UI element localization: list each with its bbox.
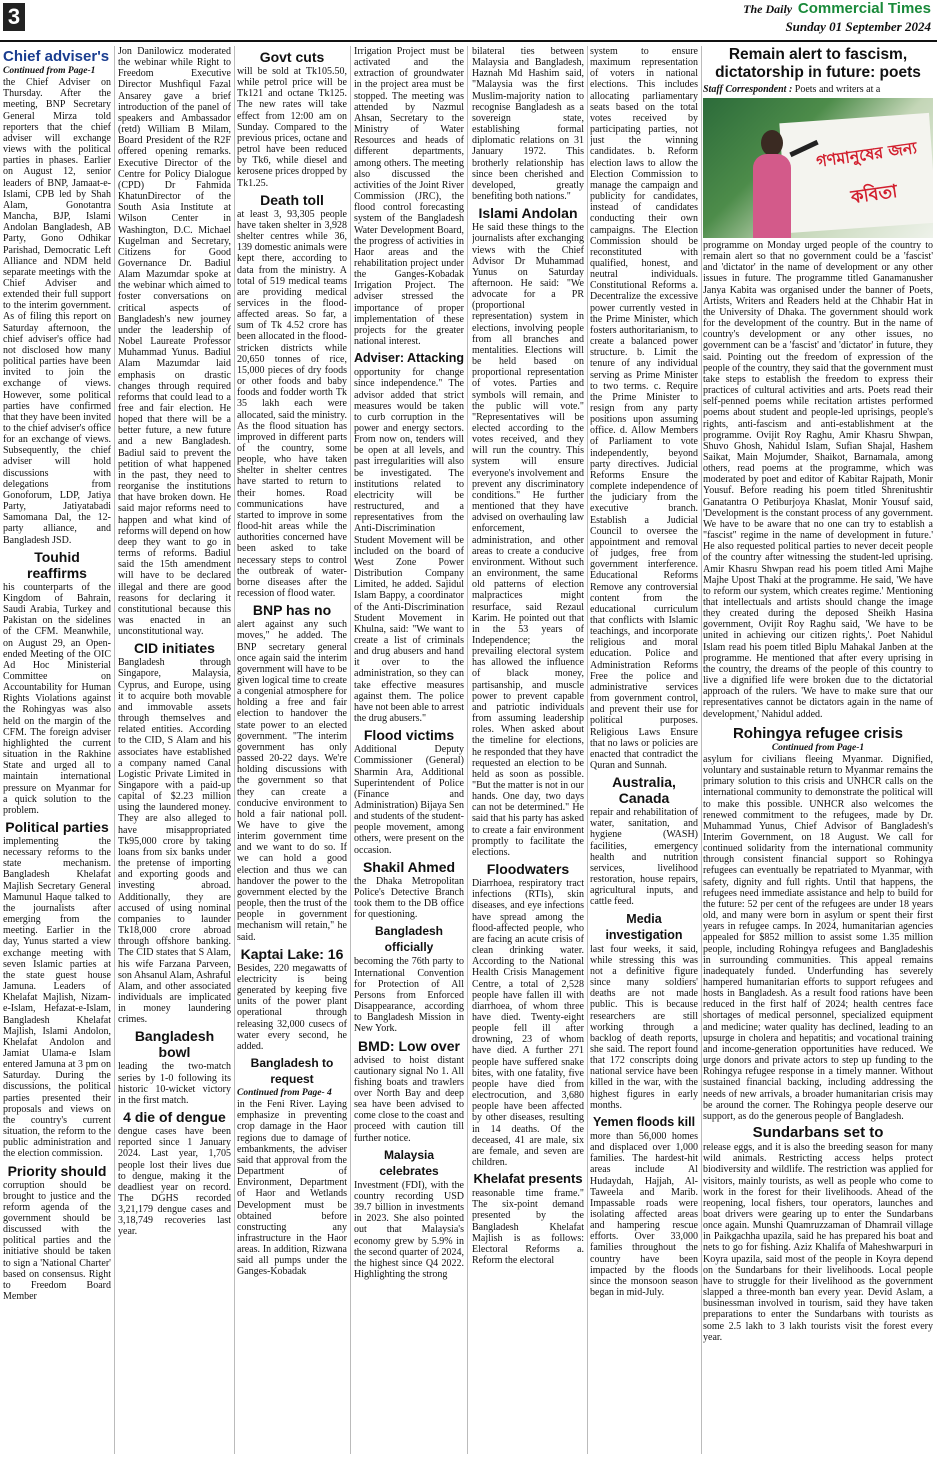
column-divider	[114, 46, 115, 1454]
headline-priority-should: Priority should	[7, 1162, 107, 1179]
column-divider	[350, 46, 351, 1454]
headline-bangladesh-officially: Bangladesh officially	[374, 924, 443, 955]
headline-rohingya-refugee-crisis: Rohingya refugee crisis	[732, 724, 904, 742]
headline-malaysia-celebrates: Malaysia celebrates	[379, 1147, 439, 1178]
headline-floodwaters: Floodwaters	[486, 861, 570, 878]
right-column	[703, 46, 933, 1454]
headline-flood-victims: Flood victims	[363, 727, 455, 744]
article-text: becoming the 76th party to International Convention for Protection of All Persons from Enforced Disappearance, according to Bangladesh Mission in New York.	[354, 956, 464, 1035]
headline-sundarbans: Sundarbans set to	[752, 1124, 884, 1142]
headline-touhid-reaffirms: Touhid reaffirms	[27, 548, 87, 581]
banner-text: কবিতা	[849, 180, 899, 209]
article-text: Besides, 220 megawatts of electricity is being generated by keeping five units of the power plant operational through releasing 32,000 cusecs of water every second, he added.	[237, 962, 347, 1052]
continued-note: Continued from Page-1	[771, 742, 865, 753]
article-text: Investment (FDI), with the country recording USD 39.7 billion in investments in 2023. She also pointed out that Malaysia's economy grew by 5.9% in the second quarter of 2024, the highest since Q4 2022. Highlighting the strong	[354, 1179, 464, 1280]
article-text: Bangladesh through Singapore, Malaysia, Cyprus, and Europe, using it to acquire both movable and immovable assets through themselves and related entities. According to the CID, S Alam and his associates have established a company named Canal Logistic Private Limited in Singapore with a paid-up capital of $2.23 million using the laundered money. They are also alleged to have misappropriated Tk95,000 crore by taking loans from six banks under the pretense of importing and exporting goods and investing abroad. Additionally, they are accused of using nominal companies to launder Tk18,000 crore abroad through offshore banking. The CID states that S Alam, his wife Farzana Parveen, son Ahsanul Alam, Ashraful Alam, and other associated individuals are implicated in money laundering crimes.	[118, 657, 231, 1026]
column-6	[590, 46, 698, 1454]
article-text: programme on Monday urged people of the country to remain alert so that no government could be a 'fascist' and 'dictator' in the name of development or any other issues in future. The programme titled Ganamanusher Janya Kabita was organised under the banner of Poets, Artists, Writers and Readers held at the Chhabir Hat in the University of Dhaka. The government should work for the development of the country. But in the name of country's development or any other issues, no government can be a 'fascist' and 'dictator' in future, they said. Pointing out the freedom of expression of the people of the country, they said that the government must take steps to establish the freedom to express their practices of cultural activities and arts. Poets read their self-penned poems while recitation artistes performed poems about student and people-led uprisings, people's rights, anti-fascism and anti-establishment at the programme. Ovijit Roy Raghu, Amir Khasru Shwpan, Shuvo Ghosh, Nahidul Islam, Sufian Shajal, Hashem Saikat, Main Mojumder, Shaikot, Barnamala, among others, read poems at the programme, which was moderated by poet and editor of Kabitar Rajpath, Monir Yousuf. Before reading his poem titled Shrenitushtir Ganatantra O Petiburjoya Khaslat, Monir Yousuf said, 'Development is the constant process of any government. We have to be aware that no one can try to establish a "fascist" regime in the name of development in future.' He also requested political parties to never deceit people of the country after witnessing the student-led uprising. Amir Khasru Shwpan read his poem titled Ami Majhe Majhe Upost Thaki at the programme. He said, 'We have to reform our system, which creates regime.' Mentioning that intellectuals and artists should change the image they created during the deposed Sheikh Hasina government, Ovijit Roy Raghu said, 'We have to be united in achieving our citizen rights,'. Poet Nahidul Islam read his poem titled Biplu Mahakal Janben at the programme. He mentioned that after every uprising in the country, the dreams of the people of this country to live a dignified life were broken due to the dictatorial approach of the rulers. 'We have to make sure that our representatives cannot be dictators again in the name of development,' Nahidul added.	[703, 240, 933, 720]
article-lead: Poets and writers at a	[794, 84, 881, 95]
byline: Staff Correspondent :	[703, 84, 793, 95]
headline-chief-advisers: Chief adviser's	[3, 48, 110, 65]
article-text: will be sold at Tk105.50, while petrol price will be Tk121 and octane Tk125. The new rates will take effect from 12:00 am on Sunday. Compared to the previous prices, octane and petrol have been reduced by Tk6, while diesel and kerosene prices dropped by Tk1.25.	[237, 66, 347, 189]
headline-bmd-low-over: BMD: Low over	[358, 1037, 460, 1054]
headline-death-toll: Death toll	[260, 191, 324, 208]
article-text: more than 56,000 homes and displaced over 1,000 families. The hardest-hit areas include Al Hudaydah, Hajjah, Al-Taweela and Marib. Impassable roads were isolating affected areas and hampering rescue efforts. Over 33,000 families throughout the country have been impacted by the floods since the monsoon season began in mid-July.	[590, 1130, 698, 1299]
article-text: at least 3, 93,305 people have taken shelter in 3,928 shelter centres while 36, 139 domestic animals were kept there, according to data from the ministry. A total of 519 medical teams are providing medical services in the flood-affected areas. So far, a sum of Tk 4.52 crore has been allocated in the flood-stricken districts while 20,650 tonnes of rice, 15,000 pieces of dry foods or other foods and baby foods and fodder worth Tk 35 lakh each were allocated, said the ministry. As the flood situation has improved in different parts of the country, some people, who have taken shelter in shelter centres have started to return to their homes. Road communications have started to improve in some flood-hit areas while the authorities concerned have been asked to take necessary steps to control the outbreak of water-borne diseases after the recession of flood water.	[237, 208, 347, 600]
article-text: dengue cases have been reported since 1 January 2024. Last year, 1,705 people lost their lives due to dengue, making it the deadliest year on record. The DGHS recorded 3,21,179 dengue cases and 3,18,749 recoveries last year.	[118, 1126, 231, 1238]
headline-australia-canada: Australia, Canada	[612, 774, 676, 807]
newspaper-name-main: Commercial Times	[797, 0, 931, 17]
byline-row	[703, 84, 933, 95]
page-header	[0, 0, 937, 42]
headline-kaptai-lake: Kaptai Lake: 16	[240, 945, 344, 962]
banner-text: গণমানুষের জন্য	[814, 138, 918, 171]
article-text: asylum for civilians fleeing Myanmar. Dignified, voluntary and sustainable return to Myanmar remains the primary solution to this crisis and UNHCR calls on the international community to demonstrate the political will to make this possible. UNHCR also welcomes the renewed commitment to the refugees, made by Dr. Muhammad Yunus, Chief Advisor of Bangladesh's Interim Government, on 18 August. We call for continued solidarity from the international community through consistent financial support so Rohingya refugees can eventually be repatriated to Myanmar, with safety, dignity and full rights. Until that happens, the refugees need immediate assistance and help to build for the future: 52 per cent of the refugees are under 18 years old, and many were born in asylum or spent their first years in refugee camps. In 2024, humanitarian agencies appealed for $852 million to assist some 1.35 million people, including Rohingya refugees and Bangladeshis in surrounding communities. This appeal remains inadequately funded. Underfunding has severely hampered humanitarian efforts to support refugees and hosts in Bangladesh. As a result food rations have been reduced in the first half of 2024; health centres face shortages of medical personnel, specialized equipment and medicine; water quality has declined, leading to an upsurge in cholera and hepatitis; and vocational training and income-generation opportunities have reduced. We urge donors and private actors to step up funding to the Rohingya refugee response in a timely manner. Without sustained financial backing, including addressing the needs of new arrivals, a broader humanitarian crisis may be around the corner. The Rohingya people deserve our support, as do the generous people of Bangladesh.	[703, 753, 933, 1122]
column-5	[472, 46, 584, 1454]
issue-date: Sunday 01 September 2024	[785, 19, 931, 34]
newspaper-name	[743, 0, 931, 18]
headline-bnp-has-no: BNP has no	[252, 602, 332, 619]
column-3	[237, 46, 347, 1454]
article-text: opportunity for change since independence." The advisor added that strict measures would be taken to curb corruption in the power and energy sectors. From now on, tenders will be open at all levels, and past irregularities will also be investigated. The institutions related to electricity will be restructured, and a representatives from the Anti-Discrimination Student Movement will be included on the board of West Zone Power Distribution Company Limited, he added. Sajidul Islam Bappy, a coordinator of the Anti-Discrimination Student Movement in Khulna, said: "We want to create a list of criminals and drug abusers and hand it over to the administration, so they can take effective measures against them. The police have not been able to arrest the drug abusers."	[354, 367, 464, 725]
article-text: Irrigation Project must be activated and the extraction of groundwater in the project area must be stopped. The meeting was attended by Nazmul Ahsan, Secretary to the Ministry of Water Resources and heads of different departments, among others. The meeting also discussed the activities of the Joint River Commission (JRC), the flood control forecasting system of the Bangladesh Water Development Board, the progress of activities in Haor areas and the rehabilitation project under the Ganges-Kobadak Irrigation Project. The adviser stressed the importance of proper implementation of these projects for the greater national interest.	[354, 46, 464, 348]
column-1	[3, 46, 111, 1454]
article-photo	[703, 98, 933, 238]
article-text: last four weeks, it said, while stressing this was not a definitive figure since many soldiers' deaths are not made public. This is because researchers are still working through a backlog of death reports, she said. The report found that 172 conscripts doing national service have been killed in the war, with the highest figures in early months.	[590, 943, 698, 1111]
column-divider	[234, 46, 235, 1454]
column-2	[118, 46, 231, 1454]
headline-adviser-attacking: Adviser: Attacking	[354, 351, 464, 366]
headline-govt-cuts: Govt cuts	[259, 49, 325, 65]
column-divider	[701, 46, 702, 1454]
continued-note: Continued from Page- 4	[237, 1087, 332, 1098]
speaker-figure	[751, 130, 791, 238]
article-text: release eggs, and it is also the breeding season for many wild animals. Restricting access helps protect biodiversity and wildlife. The restriction was applied for visitors, mainly tourists, as well as people who come to work in the forest for their livelihoods. Ahead of the reopening, local fishers, tour operators, launches and boat drivers were gearing up to enter the Sundarbans once again. Munshi Quamruzzaman of Dhamrail village in Paikgachha upazila, said he has prepared his boat and nets to go for fishing. Aziz Khalifa of Maheshwarpuri in Koyra upazila, said most of the people in Koyra depend on the Sundarbans for their livelihoods. Local people have to struggle for their livelihood as the government slapped a three-month ban every year. Devid Aslam, a businessman involved in tourism, said they have taken preparations to enter the Sundarbans with tourists as some 2.5 lakh to 3 lakh tourists visit the forest every year.	[703, 1142, 933, 1343]
article-text: reasonable time frame." The six-point demand presented by the Bangladesh Khelafat Majlish is as follows: Electoral Reforms a. Reform the electoral	[472, 1188, 584, 1267]
article-text: Jon Danilowicz moderated the webinar while Right to Freedom Executive Director Mushfiqul Fazal Ansarey gave a brief introduction of the panel of speakers and Ambassador (retd) William B Milam, Board President of the R2F offered opening remarks. Executive Director of the Centre for Policy Dialogue (CPD) Dr Fahmida KhatunDirector of the South Asia Institute at Wilson Center in Washington, D.C. Michael Kugelman and Secretary, Citizens for Good Governance Dr. Badiul Alam Mazumdar spoke at the webinar which aimed to foster conversations on critical aspects of Bangladesh's new journey under the leadership of Nobel Laureate Professor Muhammad Yunus. Badiul Alam Mazumdar laid emphasis on drastic changes through required reforms that could lead to a free and fair election. He hoped that there will be a better future, a new future and a new Bangladesh. Badiul said to prevent the petition of what happened in the past, they need to reorganise the institutions that have broken down. He said major reforms need to happen and what kind of reforms will depend on how deep they want to go in terms of reforms. Badiul said the 15th amendment will have to be declared illegal and there are good reasons for declaring it constitutional because this was enacted in an unconstitutional way.	[118, 46, 231, 638]
headline-political-parties: Political parties	[5, 819, 109, 835]
headline-remain-alert: Remain alert to fascism, dictatorship in future: poets	[715, 46, 921, 81]
article-text: leading the two-match series by 1-0 following its historic 10-wicket victory in the first match.	[118, 1061, 231, 1106]
headline-cid-initiates: CID initiates	[134, 640, 215, 657]
article-text: bilateral ties between Malaysia and Bangladesh, Haznah Md Hashim said, "Malaysia was the first Muslim-majority nation to recognise Bangladesh as a sovereign state, establishing formal diplomatic relations on 31 January 1972. This brotherly relationship has since been cherished and developed, greatly benefiting both nations."	[472, 46, 584, 203]
article-text: alert against any such moves," he added. The BNP secretary general once again said the interim government will have to be given logical time to create a congenial atmosphere for holding a free and fair election to handover the state power to an elected government. "The interim government has only passed 20-22 days. We're holding discussions with the government so that they can create a conducive environment to hold a fair national poll. We have to give the interim government time and we want to do so. If we can hold a good election and thus we can handover the power to the government elected by the people, then the trust of the people in government mechanism will retain," he said.	[237, 619, 347, 943]
column-4	[354, 46, 464, 1454]
article-text: the Dhaka Metropolitan Police's Detective Branch took them to the DB office for questioning.	[354, 875, 464, 921]
headline-khelafat-presents: Khelafat presents	[473, 1171, 583, 1187]
column-divider	[587, 46, 588, 1454]
masthead	[743, 0, 931, 35]
article-text: Diarrhoea, respiratory tract infections (RTIs), skin diseases, and eye infections have spread among the flood-affected people, who are facing an acute crisis of clean drinking water. According to the National Health Crisis Management Centre, a total of 2,528 people have fallen ill with diarrhoea, of whom three have died. Twenty-eight people fell ill after drowning, 23 of whom have died. A further 271 people have suffered snake bites, with one fatality, five people have died from electrocution, and 3,680 people have been affected by other diseases, resulting in 14 deaths. Of the deceased, 41 are male, six are female, and seven are children.	[472, 878, 584, 1168]
article-text: system to ensure maximum representation of voters in national elections. This includes allocating parliamentary seats based on the total votes received by participating parties, not just the winning candidates. b. Reform election laws to allow the Election Commission to manage the campaign and publicity for candidates, instead of candidates conducting their own campaigns. The Election Commission should be reconstituted with qualified, honest, and neutral individuals. Constitutional Reforms a. Decentralize the excessive power currently vested in the Prime Minister, which fosters authoritarianism, to create a balanced power structure. b. Limit the tenure of any individual serving as Prime Minister to two terms. c. Require the Prime Minister to resign from any party positions upon assuming office. d. Allow Members of Parliament to vote independently, beyond party directives. Judicial Reforms Ensure the complete independence of the judiciary from the executive branch. Establish a Judicial Council to oversee the appointment and removal of judges, free from government interference. Educational Reforms Remove any controversial content from the educational curriculum that conflicts with Islamic teachings, and incorporate religious and moral education. Police and Administration Reforms Free the police and administrative services from government control, and prevent their use for political purposes. Religious Laws Ensure that no laws or policies are enacted that contradict the Quran and Sunnah.	[590, 46, 698, 771]
article-text: Additional Deputy Commissioner (General) Sharmin Ara, Additional Superintendent of Police (Finance and Administration) Bijaya Sen and students of the student-people movement, among others, were present on the occasion.	[354, 744, 464, 856]
article-text: advised to hoist distant cautionary signal No 1. All fishing boats and trawlers over North Bay and deep sea have been advised to come close to the coast and proceed with caution till further notice.	[354, 1054, 464, 1144]
continued-note: Continued from Page-1	[3, 66, 96, 76]
headline-islami-andolan: Islami Andolan	[478, 205, 578, 222]
headline-bangladesh-to-request: Bangladesh to request	[250, 1055, 334, 1086]
banner-image	[779, 113, 933, 233]
headline-bangladesh-bowl: Bangladesh bowl	[134, 1028, 215, 1061]
newspaper-name-prefix: The Daily	[743, 2, 793, 16]
header-rule	[0, 40, 937, 42]
article-text: the Chief Adviser on Thursday. After the meeting, BNP Secretary General Mirza told reporters that the chief adviser will exchange views with the political parties in phases. Earlier on August 12, senior leaders of BNP, Jamaat-e-Islami, CPB led by Shah Alam, Gonotantra Mancha, BJP, Islami Andolan Bangladesh, AB Party, Gono Odhikar Parishad, Democratic Left Alliance and NDM held separate meetings with the Chief Adviser and extended their full support to the interim government. As of filing this report on Saturday afternoon, the chief adviser's office had not disclosed how many political parties have been invited to join the exchange of views. However, some political parties have confirmed that they have been invited to the chief adviser's office for an exchange of views. Subsequently, the chief adviser will hold discussions with delegations from Gonoforum, LDP, Jatiya Party, Jatiyatabadi Samomana Dal, the 12-party alliance, and Bangladesh JSD.	[3, 77, 111, 546]
headline-media-investigation: Media investigation	[605, 911, 683, 942]
article-text: his counterparts of the Kingdom of Bahrain, Saudi Arabia, Turkey and Pakistan on the sidelines of the CFM. Meanwhile, on August 29, an Open-ended Meeting of the OIC Ad Hoc Ministerial Committee on Accountability for Human Rights Violations against the Rohingyas was also held on the margin of the CFM. The foreign adviser highlighted the current situation in the Rakhine State and urged all to maintain international pressure on Myanmar for a quick solution to the problem.	[3, 581, 111, 816]
article-text: implementing the necessary reforms to the state mechanism. Bangladesh Khelafat Majlish Secretary General Mamunul Haque talked to the journalists after emerging from the meeting. Earlier in the day, Yunus started a view exchange meeting with seven Islamic parties at the state guest house Jamuna. Leaders of Khelafat Majlish, Nizam-e-Islam, Hefazat-e-Islam, Bangladesh Khelafat Majlish, Islami Andolon, Khelafat Andolon and Jamiat Ulama-e Islam entered Jamuna at 3 pm on Saturday. During the discussions, the political parties presented their proposals and views on the country's current situation, the reform to the public administration and the election commission.	[3, 836, 111, 1160]
column-divider	[467, 46, 468, 1454]
article-text: repair and rehabilitation of water, sanitation, and hygiene (WASH) facilities, emergency health and nutrition services, livelihood restoration, house repairs, agricultural inputs, and cattle feed.	[590, 807, 698, 908]
headline-shakil-ahmed: Shakil Ahmed	[362, 858, 456, 875]
headline-dengue: 4 die of dengue	[123, 1109, 226, 1126]
article-text: He said these things to the journalists after exchanging views with the Chief Advisor Dr Muhammad Yunus on Saturday afternoon. He said: "We advocate for a PR (proportional representation) system in elections, involving people from all branches and mentalities. Elections will be held based on proportional representation of votes. Parties and symbols will remain, and the public will vote." "Representatives will be elected according to the votes received, and they will run the country. This system will ensure everyone's involvement and prevent any discriminatory conditions." He further mentioned that they have advised on overhauling law enforcement, administration, and other areas to create a conducive environment. Without such an environment, the same old patterns of election malpractices might resurface, said Rezaul Karim. He pointed out that in the 53 years of Independence; the prevailing electoral system has allowed the influence of black money, partisanship, and muscle power to prevent capable and patriotic individuals from assuming leadership roles. When asked about the timeline for elections, he responded that they have requested an election to be held as soon as possible. "But the matter is not in our hands. One day, two days can not be determined." He said that his party has asked to create a fair environment promptly to facilitate the elections.	[472, 222, 584, 858]
article-text: in the Feni River. Laying emphasize in preventing crop damage in the Haor regions due to damage of embankments, the adviser said that approval from the Department of Environment, Department of Haor and Wetlands Development must be obtained before constructing any infrastructure in the Haor areas. In addition, Rizwana said all pumps under the Ganges-Kobadak	[237, 1099, 347, 1278]
article-text: corruption should be brought to justice and the reform agenda of the government should be discussed with the political parties and the initiative should be taken to sign a 'National Charter' based on consensus. Right to Freedom Board Member	[3, 1179, 111, 1303]
headline-yemen-floods: Yemen floods kill	[592, 1114, 696, 1129]
page-number: 3	[3, 3, 25, 31]
